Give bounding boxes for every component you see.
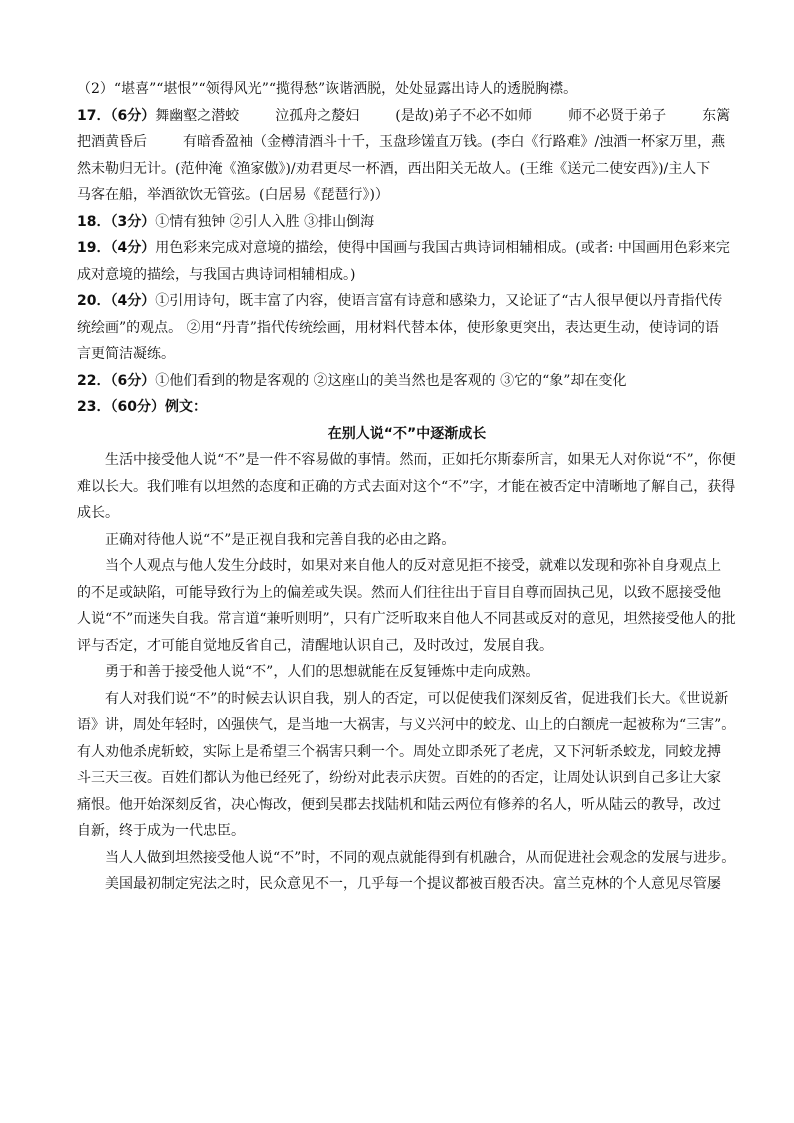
q17-line4: 马客在船，举酒欲饮无管弦。(白居易《琵琶行》)） [77, 187, 389, 203]
essay-line: 有人劝他杀虎斩蛟，实际上是希望三个祸害只剩一个。周处立即杀死了老虎，又下河斩杀蛟龙，同蛟龙搏 [77, 743, 721, 760]
answer-page [77, 76, 737, 898]
q19-line1 [77, 235, 737, 262]
q17-line1 [77, 103, 737, 130]
q23-number: 23．（60分） [77, 399, 165, 415]
q18 [77, 209, 737, 236]
essay-line: 痛恨。他开始深刻反省，决心悔改，便到吴郡去找陆机和陆云两位有修养的名人，听从陆云的教导，改过 [77, 796, 721, 813]
q17-answer-5: 东篱 [702, 107, 731, 124]
essay-line: 的不足或缺陷，可能导致行为上的偏差或失误。然而人们往往出于盲目自尊而固执己见，以致不愿接受他 [77, 584, 721, 601]
essay-line: 有人对我们说“不”的时候去认识自我，别人的否定，可以促使我们深刻反省，促进我们长大。《世说新 [105, 690, 729, 707]
essay-line: 自新，终于成为一代忠臣。 [77, 823, 245, 839]
q19-answer-1: 用色彩来完成对意境的描绘，使得中国画与我国古典诗词相辅相成。(或者: 中国画用色彩来完 [155, 240, 730, 256]
essay-line: 当个人观点与他人发生分歧时，如果对来自他人的反对意见拒不接受，就难以发现和弥补自身观点上 [105, 558, 721, 574]
q17-answer-4: 师不必贤于弟子 [568, 107, 667, 124]
q23 [77, 394, 737, 421]
q20-line3: 言更简洁凝练。 [77, 346, 175, 362]
q19-number: 19．（4分） [77, 240, 156, 256]
essay-line: 生活中接受他人说“不”是一件不容易做的事情。然而，正如托尔斯泰所言，如果无人对你说“不”，你便 [105, 452, 736, 468]
q18-number: 18．（3分） [77, 213, 156, 230]
q16-part2 [77, 76, 737, 103]
q19-line2: 成对意境的描绘，与我国古典诗词相辅相成。) [77, 266, 356, 283]
essay-line: 当人人做到坦然接受他人说“不”时，不同的观点就能得到有机融合，从而促进社会观念的发展与进步。 [105, 849, 736, 866]
essay-line: 勇于和善于接受他人说“不”，人们的思想就能在反复锤炼中走向成熟。 [105, 664, 540, 680]
q22-number: 22．（6分） [77, 372, 156, 389]
q20-line1 [77, 288, 737, 315]
q17-line2 [77, 129, 737, 156]
essay-line: 语》讲，周处年轻时，凶强侠气，是当地一大祸害，与义兴河中的蛟龙、山上的白额虎一起被称为“三害”。 [77, 717, 736, 733]
q20-line2: 统绘画”的观点。 ②用“丹青”指代传统绘画，用材料代替本体，使形象更突出，表达更生动，使诗词的语 [77, 319, 719, 336]
q17-number: 17．（6分） [77, 107, 156, 124]
q22 [77, 368, 737, 395]
essay-line: 评与否定，才可能自觉地反省自己，清醒地认识自己，及时改过，发展自我。 [77, 637, 553, 654]
q22-answer: ①他们看到的物是客观的 ②这座山的美当然也是客观的 ③它的“象”却在变化 [155, 372, 627, 389]
q20-answer-1: ①引用诗句，既丰富了内容，使语言富有诗意和感染力，又论证了“古人很早便以丹青指代传 [155, 293, 723, 309]
essay-line: 美国最初制定宪法之时，民众意见不一，几乎每一个提议都被百般否决。富兰克林的个人意见尽管屡 [105, 876, 721, 892]
essay-line: 斗三天三夜。百姓们都认为他已经死了，纷纷对此表示庆贺。百姓的的否定，让周处认识到自己多让大家 [77, 770, 721, 786]
q17-answer-2: 泣孤舟之嫠妇 [275, 107, 360, 124]
q20-number: 20．（4分） [77, 293, 156, 309]
q17-answer-1: 舞幽壑之潜蛟 [155, 107, 240, 124]
q23-label: 例文： [164, 399, 207, 415]
q18-answer: ①情有独钟 ②引人入胜 ③排山倒海 [155, 213, 375, 230]
q16-part2-label: （2） [77, 81, 114, 97]
essay-line: 正确对待他人说“不”是正视自我和完善自我的必由之路。 [105, 531, 456, 548]
q17-answer-7: 有暗香盈袖（金樽清酒斗十千，玉盘珍馐直万钱。(李白《行路难》/浊酒一杯家万里，燕 [183, 134, 726, 150]
essay-line: 人说“不”而迷失自我。常言道“兼听则明”，只有广泛听取来自他人不同甚或反对的意见，坦然接受他人的批 [77, 611, 736, 627]
essay-title: 在别人说“不”中逐渐成长 [327, 425, 487, 442]
q17-line3: 然未勒归无计。(范仲淹《渔家傲》)/劝君更尽一杯酒，西出阳关无故人。(王维《送元二使安西》)/主人下 [77, 160, 711, 177]
essay-line: 难以长大。我们唯有以坦然的态度和正确的方式去面对这个“不”字，才能在被否定中清晰地了解自己，获得 [77, 478, 736, 495]
q16-part2-text: “堪喜”“堪恨”“领得风光”“揽得愁”诙谐洒脱，处处显露出诗人的透脱胸襟。 [113, 81, 578, 97]
q17-answer-6: 把酒黄昏后 [77, 134, 147, 150]
q17-answer-3: (是故)弟子不必不如师 [395, 107, 533, 124]
essay-line: 成长。 [77, 505, 119, 521]
